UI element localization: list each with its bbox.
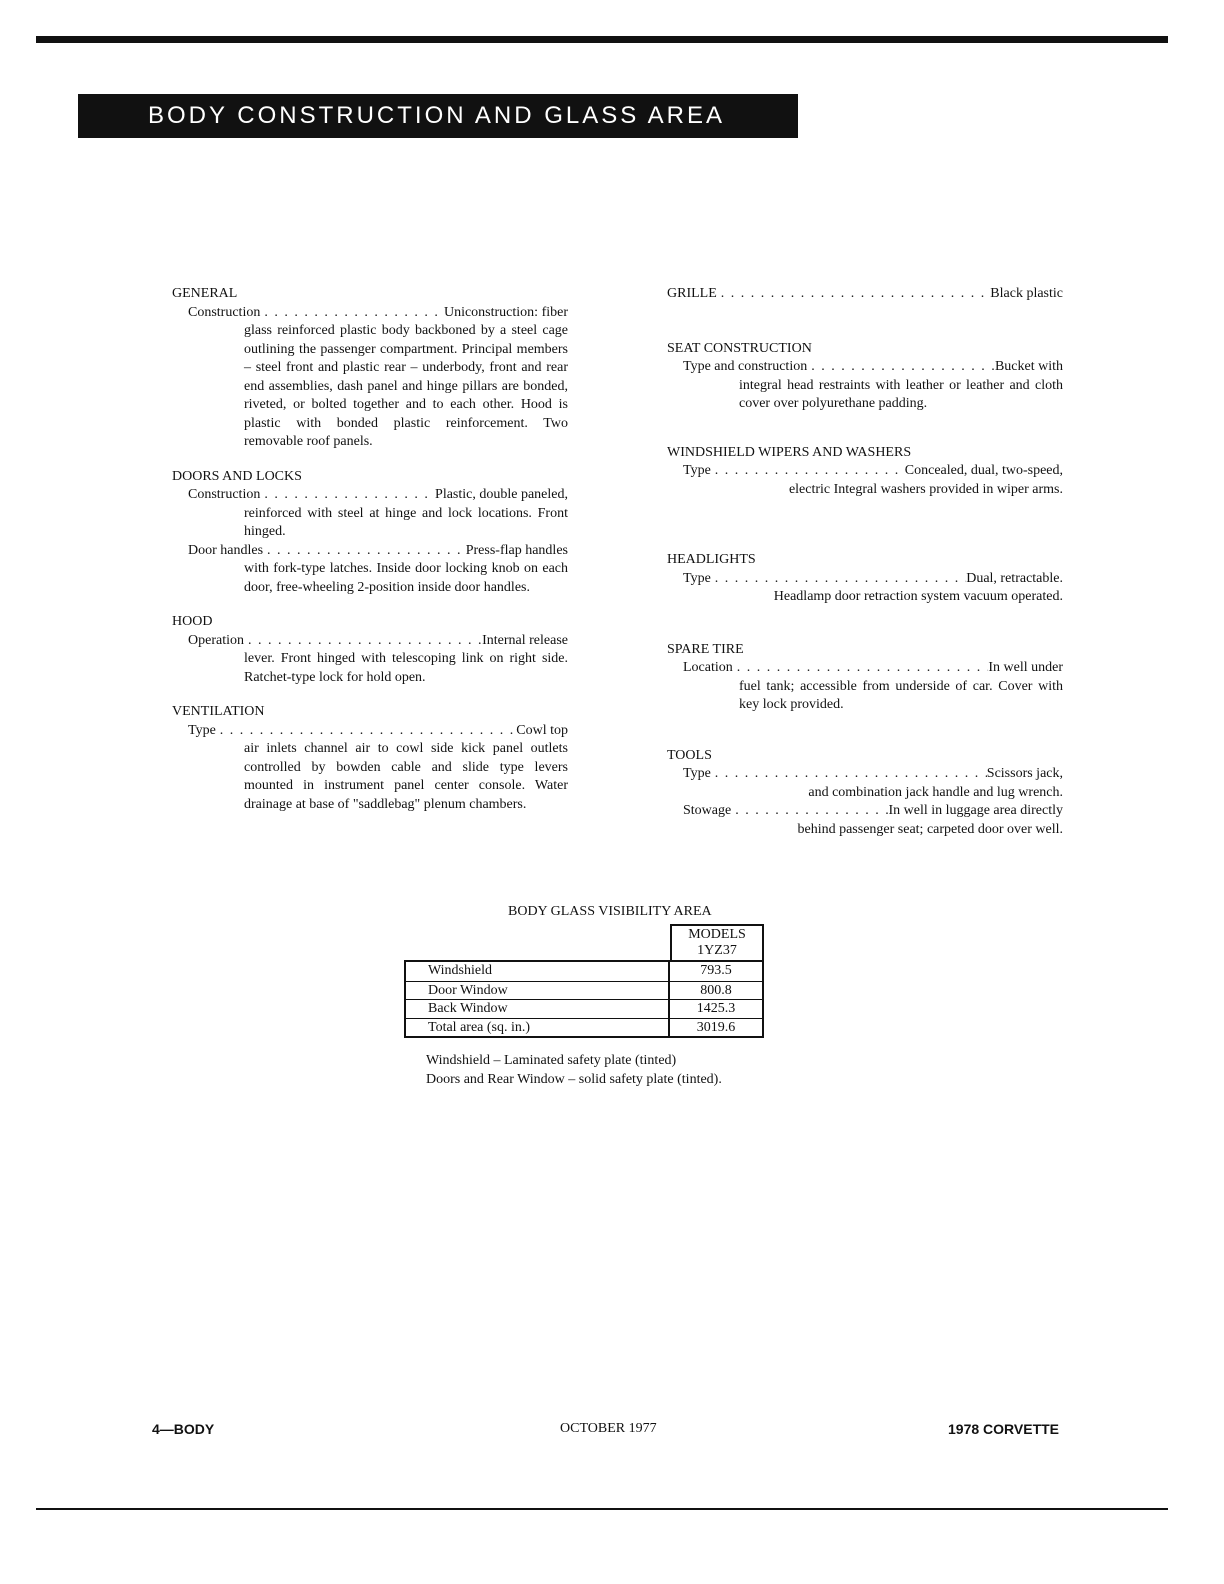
tools-type-entry (667, 765, 1063, 802)
spec-continuation: and combination jack handle and lug wrench. (808, 784, 1063, 800)
row-value: 1425.3 (696, 1001, 736, 1016)
spec-value: Dual, retractable. (966, 570, 1063, 586)
table-row (406, 962, 762, 981)
spec-continuation: electric Integral washers provided in wiper arms. (788, 481, 1063, 497)
spec-continuation: glass reinforced plastic body backboned by a steel cage outlining the passenger compartment. Principal members – steel front and plastic rear – underbody, front and rear end assemblies, dash panel and hinge pillars are bonded, riveted, or bolted together and to each other. Hood is plastic with bonded plastic reinforcement. Two removable roof panels. (244, 323, 568, 449)
note-doors-rear: Doors and Rear Window – solid safety plate (tinted). (426, 1072, 722, 1087)
spec-value: Internal release (482, 632, 568, 648)
headlights-line (683, 570, 1063, 589)
hood-operation-entry (172, 632, 568, 688)
footer-date: OCTOBER 1977 (560, 1421, 657, 1436)
table-body (404, 960, 764, 1038)
hood-operation-line (188, 632, 568, 651)
row-value: 793.5 (700, 963, 732, 978)
spec-value: Press-flap handles (465, 542, 568, 558)
tools-section (667, 747, 1063, 840)
spec-value: Cowl top (516, 722, 568, 738)
spec-label: Stowage (683, 803, 732, 818)
doors-construction-line (188, 486, 568, 505)
hood-section (172, 613, 568, 687)
spec-value: Concealed, dual, two-speed, (904, 463, 1063, 478)
spec-label: Type (188, 722, 216, 738)
row-label: Door Window (406, 982, 670, 1000)
wipers-entry (667, 462, 1063, 499)
glass-notes (426, 1051, 722, 1089)
doors-construction-entry (172, 486, 568, 542)
note-windshield: Windshield – Laminated safety plate (tinted) (426, 1053, 677, 1068)
tools-stowage-entry (667, 802, 1063, 839)
wipers-line (683, 462, 1063, 481)
table-row (406, 1018, 762, 1037)
spec-label: Type and construction (683, 359, 808, 374)
general-construction-entry (172, 304, 568, 452)
wipers-title: WINDSHIELD WIPERS AND WASHERS (667, 444, 912, 460)
row-label: Total area (sq. in.) (406, 1019, 670, 1037)
spec-value: Bucket with (994, 359, 1063, 374)
hood-title: HOOD (172, 614, 213, 629)
leader-dots (260, 486, 435, 505)
banner-title: BODY CONSTRUCTION AND GLASS AREA (148, 102, 725, 129)
spec-value: Uniconstruction: fiber (443, 304, 568, 320)
spare-tire-entry (667, 659, 1063, 715)
spec-continuation: lever. Front hinged with telescoping link on right side. Ratchet-type lock for hold open. (244, 651, 568, 685)
spec-label: Type (683, 766, 711, 781)
footer-model: 1978 CORVETTE (948, 1421, 1060, 1437)
leader-dots (216, 722, 516, 741)
grille-line (667, 285, 1063, 304)
general-construction-line (188, 304, 568, 323)
headlights-entry (667, 570, 1063, 607)
spec-value: Black plastic (990, 286, 1063, 301)
row-value: 3019.6 (696, 1019, 736, 1035)
header-line-models: MODELS (688, 927, 746, 942)
leader-dots (711, 570, 966, 589)
spare-tire-section (667, 641, 1063, 715)
leader-dots (244, 632, 482, 651)
leader-dots (731, 802, 888, 821)
row-label: Back Window (406, 1000, 670, 1018)
table-row (406, 981, 762, 1000)
seat-line (683, 358, 1063, 377)
tools-type-line (683, 765, 1063, 784)
spec-value: In well in luggage area directly (888, 803, 1063, 818)
table-row (406, 999, 762, 1018)
doors-title: DOORS AND LOCKS (172, 468, 302, 484)
spec-label: Type (683, 570, 711, 586)
leader-dots (711, 765, 987, 784)
headlights-section (667, 551, 1063, 607)
grille-section (667, 285, 1063, 304)
tools-stowage-line (683, 802, 1063, 821)
leader-dots (807, 358, 995, 377)
spec-label: Construction (188, 487, 261, 502)
ventilation-type-entry (172, 722, 568, 815)
leader-dots (260, 304, 444, 323)
spec-value: Plastic, double paneled, (435, 487, 568, 502)
wipers-section (667, 444, 1063, 500)
doors-section (172, 468, 568, 598)
footer-page-number: 4—BODY (152, 1421, 215, 1437)
ventilation-title: VENTILATION (172, 704, 265, 719)
bottom-rule (36, 1508, 1168, 1510)
spec-continuation: fuel tank; accessible from underside of car. Cover with key lock provided. (739, 678, 1063, 712)
door-handles-entry (172, 542, 568, 598)
spec-label: Type (683, 463, 711, 478)
spec-label: Door handles (188, 542, 264, 558)
spec-continuation: behind passenger seat; carpeted door over well. (797, 821, 1063, 837)
spec-continuation: integral head restraints with leather or leather and cloth cover over polyurethane padding. (739, 377, 1063, 411)
headlights-title: HEADLIGHTS (667, 552, 756, 567)
ventilation-type-line (188, 722, 568, 741)
spec-continuation: with fork-type latches. Inside door locking knob on each door, free-wheeling 2-position inside door handles. (244, 561, 568, 595)
spec-label: Location (683, 660, 733, 675)
spec-continuation: air inlets channel air to cowl side kick panel outlets controlled by bowden cable and slide type levers mounted in instrument panel center console. Water drainage at base of "saddlebag" plenum chambers. (244, 741, 568, 812)
seat-title: SEAT CONSTRUCTION (667, 340, 812, 356)
spare-tire-title: SPARE TIRE (667, 641, 744, 657)
row-label: Windshield (406, 962, 670, 981)
spec-label: Construction (188, 304, 261, 320)
grille-title: GRILLE (667, 286, 717, 301)
spec-continuation: Headlamp door retraction system vacuum operated. (773, 589, 1063, 604)
spec-value: Scissors jack, (986, 766, 1063, 781)
ventilation-section (172, 703, 568, 814)
top-rule (36, 36, 1168, 43)
leader-dots (711, 462, 905, 481)
tools-title: TOOLS (667, 747, 712, 763)
spare-tire-line (683, 659, 1063, 678)
seat-section (667, 340, 1063, 414)
spec-label: Operation (188, 632, 244, 648)
spec-continuation: reinforced with steel at hinge and lock locations. Front hinged. (244, 505, 568, 539)
section-banner (78, 94, 798, 138)
general-section (172, 285, 568, 452)
leader-dots (263, 542, 466, 561)
leader-dots (717, 285, 991, 304)
leader-dots (733, 659, 989, 678)
general-title: GENERAL (172, 286, 238, 301)
row-value: 800.8 (700, 982, 732, 998)
table-title: BODY GLASS VISIBILITY AREA (508, 904, 712, 919)
table-header-models (670, 924, 764, 960)
seat-entry (667, 358, 1063, 414)
header-line-code: 1YZ37 (697, 943, 737, 958)
left-column (172, 285, 568, 824)
right-column (667, 285, 1063, 849)
door-handles-line (188, 542, 568, 561)
spec-value: In well under (988, 660, 1063, 675)
